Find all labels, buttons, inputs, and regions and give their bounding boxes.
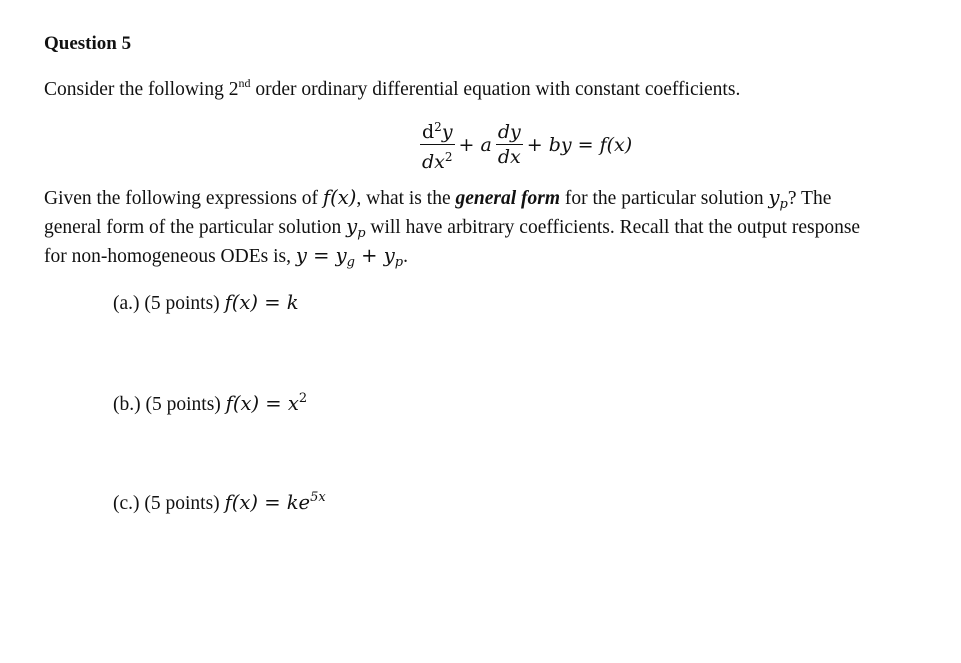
frac1-num-sup: 2	[434, 120, 442, 134]
line1-text-c: for the particular solution	[560, 188, 769, 209]
line3-text-a: for non-homogeneous ODEs is,	[44, 246, 296, 267]
intro-text-start: Consider the following 2	[44, 79, 239, 100]
part-b	[113, 391, 307, 416]
part-a	[113, 291, 299, 315]
plus-a-term: + a	[458, 133, 492, 156]
frac2-den: dx	[497, 146, 521, 168]
line3-yp-base: y	[383, 244, 395, 267]
line1-text-d: ? The	[787, 188, 832, 209]
part-b-expression: f(x) = x	[225, 392, 299, 415]
equation-rest: + by = f(x)	[526, 133, 633, 156]
line3-equals: =	[306, 244, 336, 267]
part-c-label: (c.) (5 points)	[113, 493, 225, 514]
part-a-label: (a.) (5 points)	[113, 293, 225, 314]
line2-text-b: will have arbitrary coefficients. Recall that the output response	[365, 217, 861, 238]
paragraph-line-3	[44, 244, 408, 270]
line3-plus: +	[354, 244, 384, 267]
part-c-expression: f(x) = ke	[224, 491, 311, 514]
part-c	[113, 490, 326, 515]
line3-yg-base: y	[335, 244, 347, 267]
general-form-emphasis: general form	[455, 188, 561, 209]
first-derivative-fraction	[496, 121, 523, 168]
intro-ordinal-sup: nd	[238, 76, 251, 90]
line2-text-a: general form of the particular solution	[44, 217, 347, 238]
second-derivative-fraction	[420, 116, 455, 173]
part-c-exponent: 5x	[310, 490, 326, 505]
line3-yg-sub: g	[346, 255, 355, 270]
line2-yp-base: y	[346, 215, 358, 238]
question-title: Question 5	[44, 33, 132, 54]
part-a-expression: f(x) = k	[224, 291, 299, 314]
paragraph-line-2	[44, 215, 860, 241]
intro-text-end: order ordinary differential equation with constant coefficients.	[250, 79, 741, 100]
line1-yp-sub: p	[779, 197, 788, 212]
line3-y: y	[295, 244, 307, 267]
line1-text-a: Given the following expressions of	[44, 188, 323, 209]
line2-yp-sub: p	[357, 226, 366, 241]
question-intro	[44, 76, 740, 101]
paragraph-line-1	[44, 186, 831, 212]
frac1-num-d: d	[422, 121, 435, 143]
line1-fx: f(x)	[322, 186, 357, 209]
frac2-num: dy	[497, 121, 521, 143]
frac1-den-sup: 2	[444, 150, 453, 164]
line1-yp-base: y	[768, 186, 780, 209]
part-b-exponent: 2	[298, 391, 308, 406]
line1-text-b: , what is the	[356, 188, 456, 209]
line3-period: .	[403, 246, 408, 267]
frac1-num-var: y	[441, 121, 453, 143]
frac1-den: dx	[422, 151, 445, 173]
differential-equation	[418, 116, 632, 173]
part-b-label: (b.) (5 points)	[113, 394, 226, 415]
line3-yp-sub: p	[394, 255, 404, 270]
